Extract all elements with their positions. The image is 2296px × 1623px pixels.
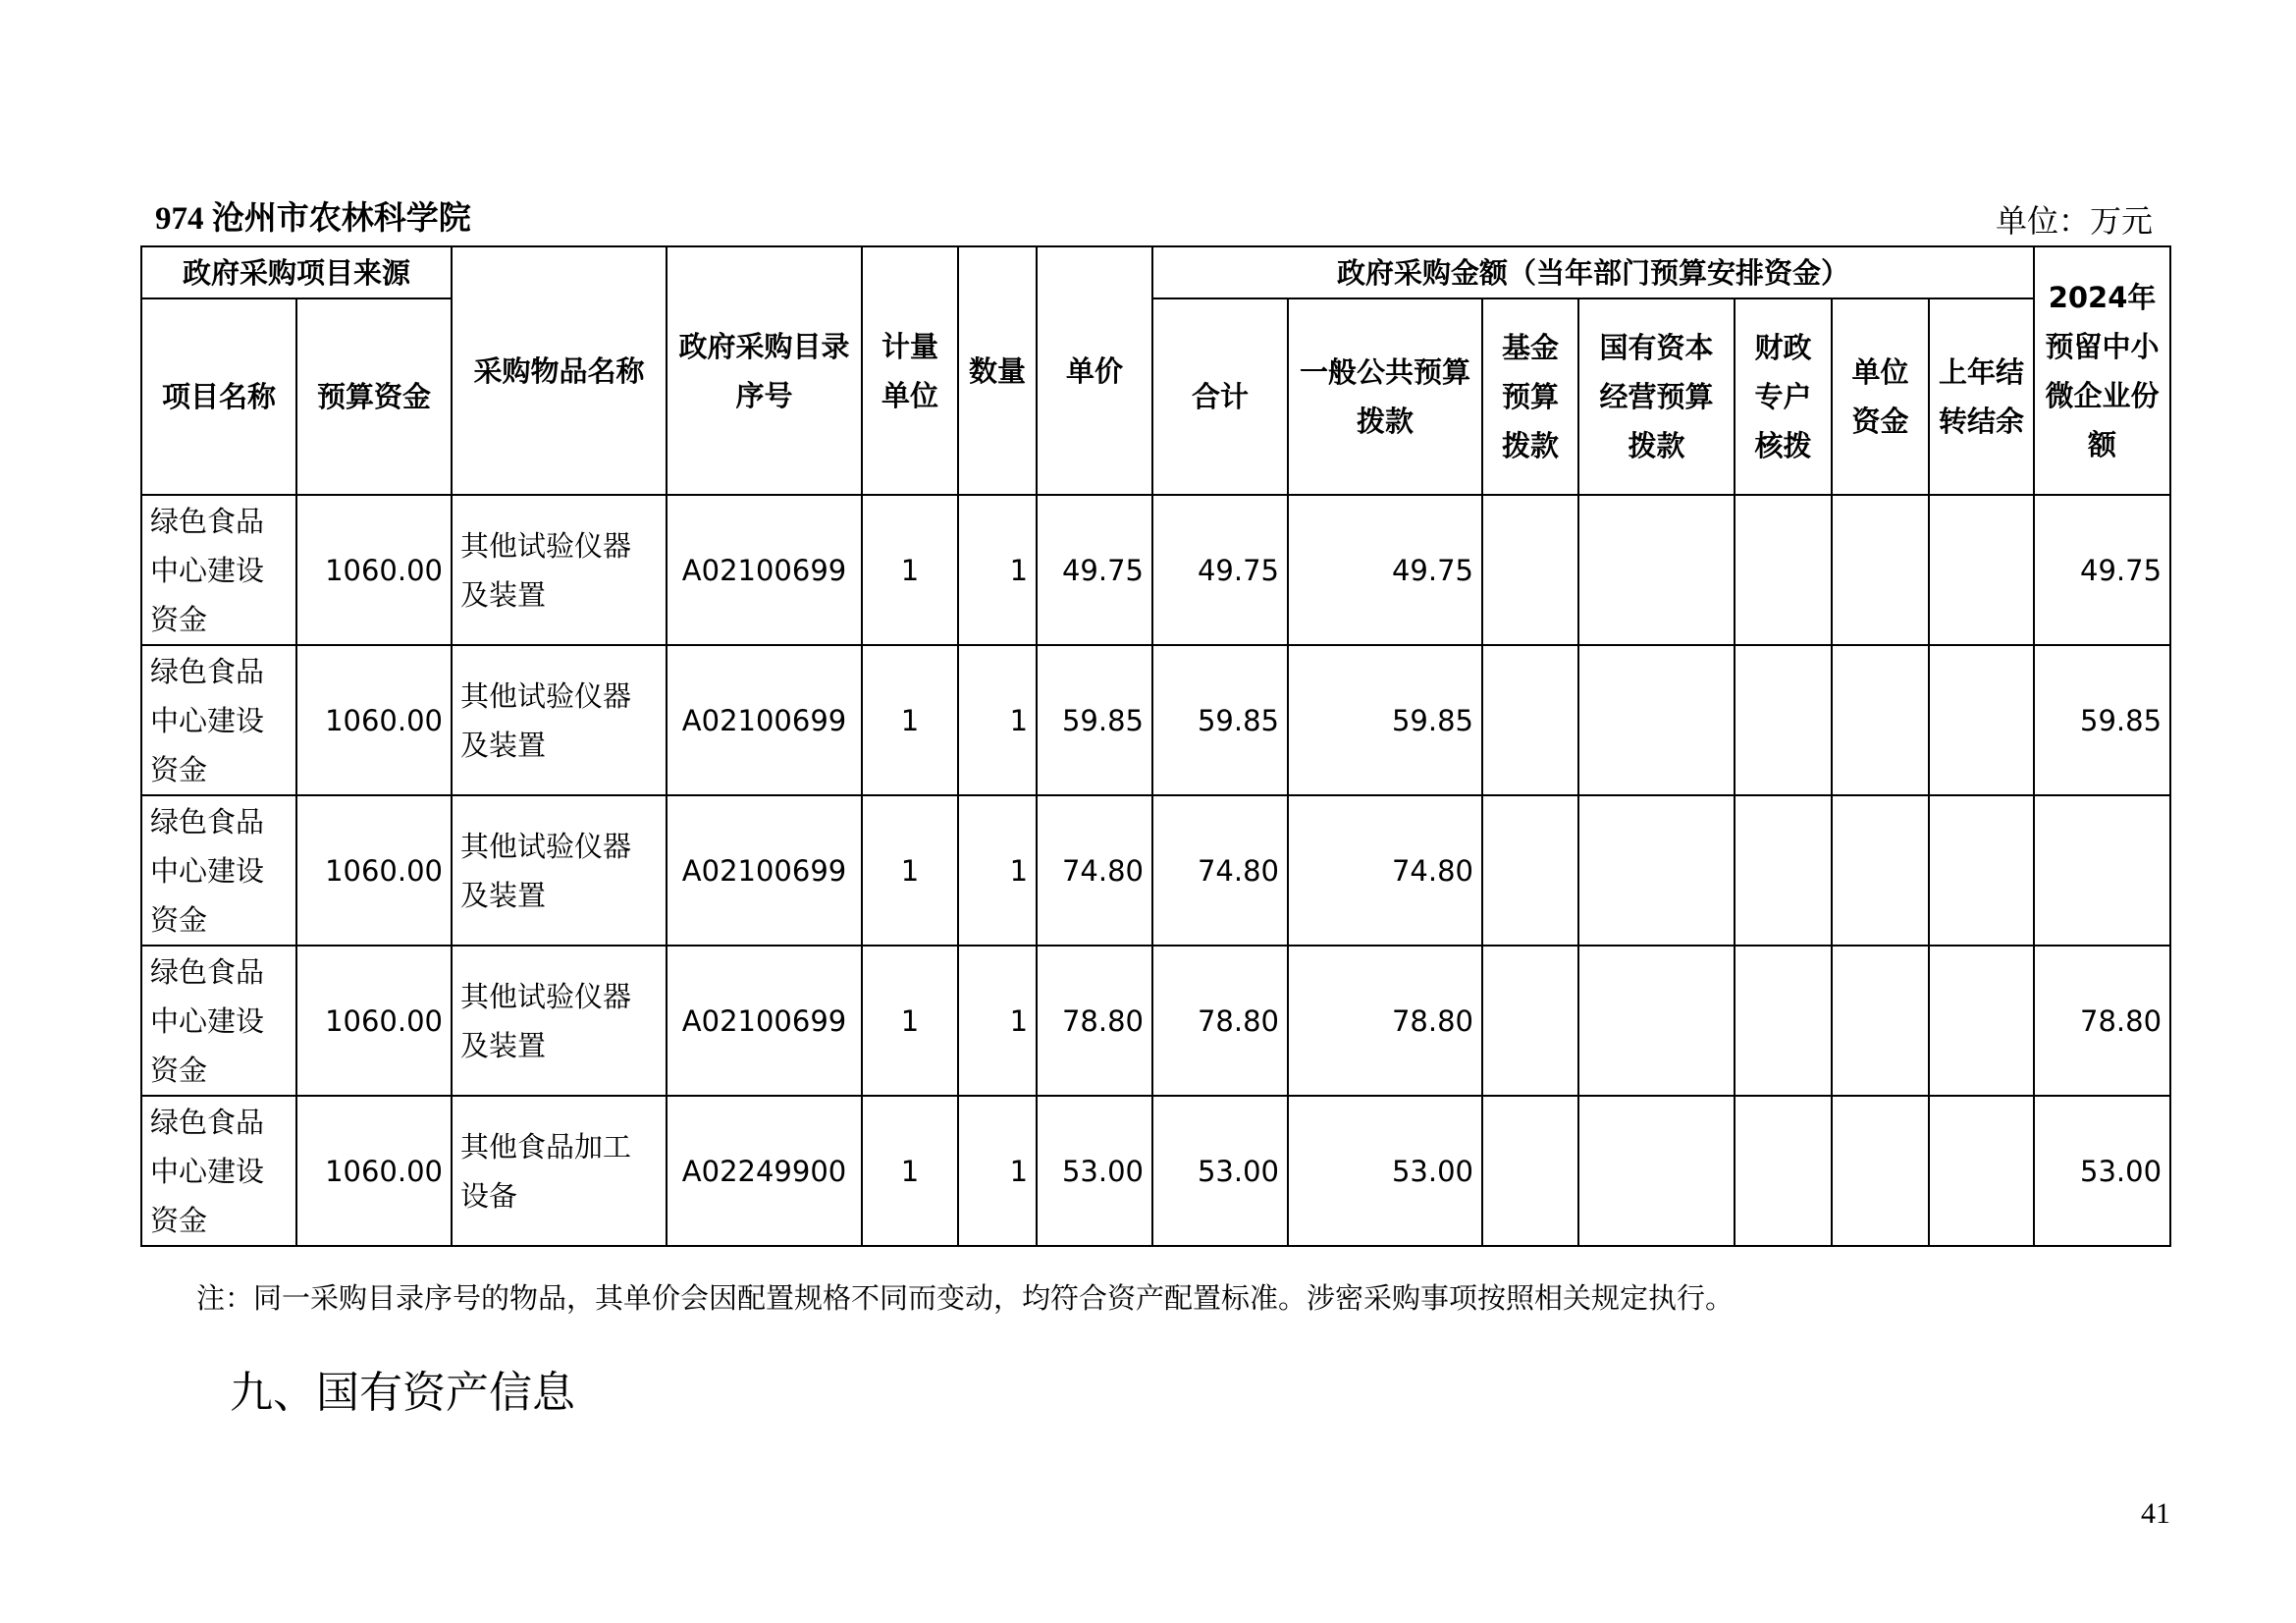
table-row [141,645,2170,795]
cell-carryover [1929,946,2034,1096]
cell-catalog-no: A02249900 [667,1096,862,1246]
header-total: 合计 [1152,298,1288,495]
cell-state-capital [1578,1096,1735,1246]
header-measure-unit: 计量单位 [862,246,958,495]
cell-total: 59.85 [1152,645,1288,795]
cell-carryover [1929,495,2034,645]
cell-measure-unit: 1 [862,1096,958,1246]
cell-quantity: 1 [958,495,1037,645]
header-source: 政府采购项目来源 [141,246,452,298]
cell-quantity: 1 [958,946,1037,1096]
header-carryover: 上年结转结余 [1929,298,2034,495]
table-note: 注：同一采购目录序号的物品，其单价会因配置规格不同而变动，均符合资产配置标准。涉密采购事项按照相关规定执行。 [196,1281,1735,1315]
cell-project-name: 绿色食品中心建设资金 [141,795,296,946]
cell-catalog-no: A02100699 [667,495,862,645]
cell-measure-unit: 1 [862,795,958,946]
header-project-name: 项目名称 [141,298,296,495]
header-budget-funds: 预算资金 [296,298,452,495]
table-row [141,495,2170,645]
cell-quantity: 1 [958,645,1037,795]
cell-budget-funds: 1060.00 [296,795,452,946]
header-unit-price: 单价 [1037,246,1152,495]
cell-quantity: 1 [958,795,1037,946]
cell-special-account [1735,1096,1832,1246]
header-unit-funds: 单位资金 [1832,298,1929,495]
cell-measure-unit: 1 [862,946,958,1096]
cell-special-account [1735,946,1832,1096]
cell-general-public: 59.85 [1288,645,1482,795]
cell-general-public: 78.80 [1288,946,1482,1096]
cell-unit-price: 59.85 [1037,645,1152,795]
cell-budget-funds: 1060.00 [296,1096,452,1246]
cell-unit-funds [1832,795,1929,946]
cell-fund-budget [1482,495,1578,645]
cell-total: 74.80 [1152,795,1288,946]
cell-budget-funds: 1060.00 [296,946,452,1096]
cell-item-name: 其他食品加工设备 [452,1096,667,1246]
table-row [141,795,2170,946]
cell-special-account [1735,795,1832,946]
cell-total: 53.00 [1152,1096,1288,1246]
cell-quantity: 1 [958,1096,1037,1246]
cell-fund-budget [1482,946,1578,1096]
cell-project-name: 绿色食品中心建设资金 [141,495,296,645]
cell-carryover [1929,645,2034,795]
header-item-name: 采购物品名称 [452,246,667,495]
header-state-capital: 国有资本经营预算拨款 [1578,298,1735,495]
table-row [141,1096,2170,1246]
cell-item-name: 其他试验仪器及装置 [452,795,667,946]
cell-item-name: 其他试验仪器及装置 [452,645,667,795]
cell-fund-budget [1482,1096,1578,1246]
cell-state-capital [1578,946,1735,1096]
cell-fund-budget [1482,645,1578,795]
cell-catalog-no: A02100699 [667,795,862,946]
cell-reserve: 49.75 [2034,495,2170,645]
unit-label: 单位：万元 [1995,202,2153,240]
cell-carryover [1929,795,2034,946]
cell-project-name: 绿色食品中心建设资金 [141,645,296,795]
cell-measure-unit: 1 [862,495,958,645]
cell-item-name: 其他试验仪器及装置 [452,946,667,1096]
cell-fund-budget [1482,795,1578,946]
header-amount: 政府采购金额（当年部门预算安排资金） [1152,246,2034,298]
cell-unit-funds [1832,946,1929,1096]
header-general-public: 一般公共预算拨款 [1288,298,1482,495]
cell-unit-price: 53.00 [1037,1096,1152,1246]
cell-total: 78.80 [1152,946,1288,1096]
cell-project-name: 绿色食品中心建设资金 [141,1096,296,1246]
cell-general-public: 53.00 [1288,1096,1482,1246]
cell-carryover [1929,1096,2034,1246]
header-reserve: 2024年预留中小微企业份额 [2034,246,2170,495]
section-heading: 九、国有资产信息 [230,1368,575,1418]
cell-measure-unit: 1 [862,645,958,795]
cell-special-account [1735,495,1832,645]
cell-unit-funds [1832,645,1929,795]
cell-general-public: 49.75 [1288,495,1482,645]
header-special-account: 财政专户核拨 [1735,298,1832,495]
cell-total: 49.75 [1152,495,1288,645]
cell-unit-funds [1832,495,1929,645]
cell-general-public: 74.80 [1288,795,1482,946]
cell-state-capital [1578,495,1735,645]
cell-state-capital [1578,795,1735,946]
procurement-table [140,245,2171,1247]
cell-reserve: 78.80 [2034,946,2170,1096]
page-number: 41 [2141,1497,2170,1530]
cell-reserve: 59.85 [2034,645,2170,795]
header-fund-budget: 基金预算拨款 [1482,298,1578,495]
unit-title: 974 沧州市农林科学院 [155,201,471,237]
cell-unit-price: 74.80 [1037,795,1152,946]
cell-unit-funds [1832,1096,1929,1246]
cell-project-name: 绿色食品中心建设资金 [141,946,296,1096]
cell-item-name: 其他试验仪器及装置 [452,495,667,645]
cell-catalog-no: A02100699 [667,946,862,1096]
cell-unit-price: 78.80 [1037,946,1152,1096]
cell-reserve: 53.00 [2034,1096,2170,1246]
table-row [141,946,2170,1096]
cell-special-account [1735,645,1832,795]
cell-budget-funds: 1060.00 [296,645,452,795]
cell-state-capital [1578,645,1735,795]
cell-reserve [2034,795,2170,946]
header-catalog-no: 政府采购目录序号 [667,246,862,495]
cell-catalog-no: A02100699 [667,645,862,795]
cell-budget-funds: 1060.00 [296,495,452,645]
cell-unit-price: 49.75 [1037,495,1152,645]
header-quantity: 数量 [958,246,1037,495]
